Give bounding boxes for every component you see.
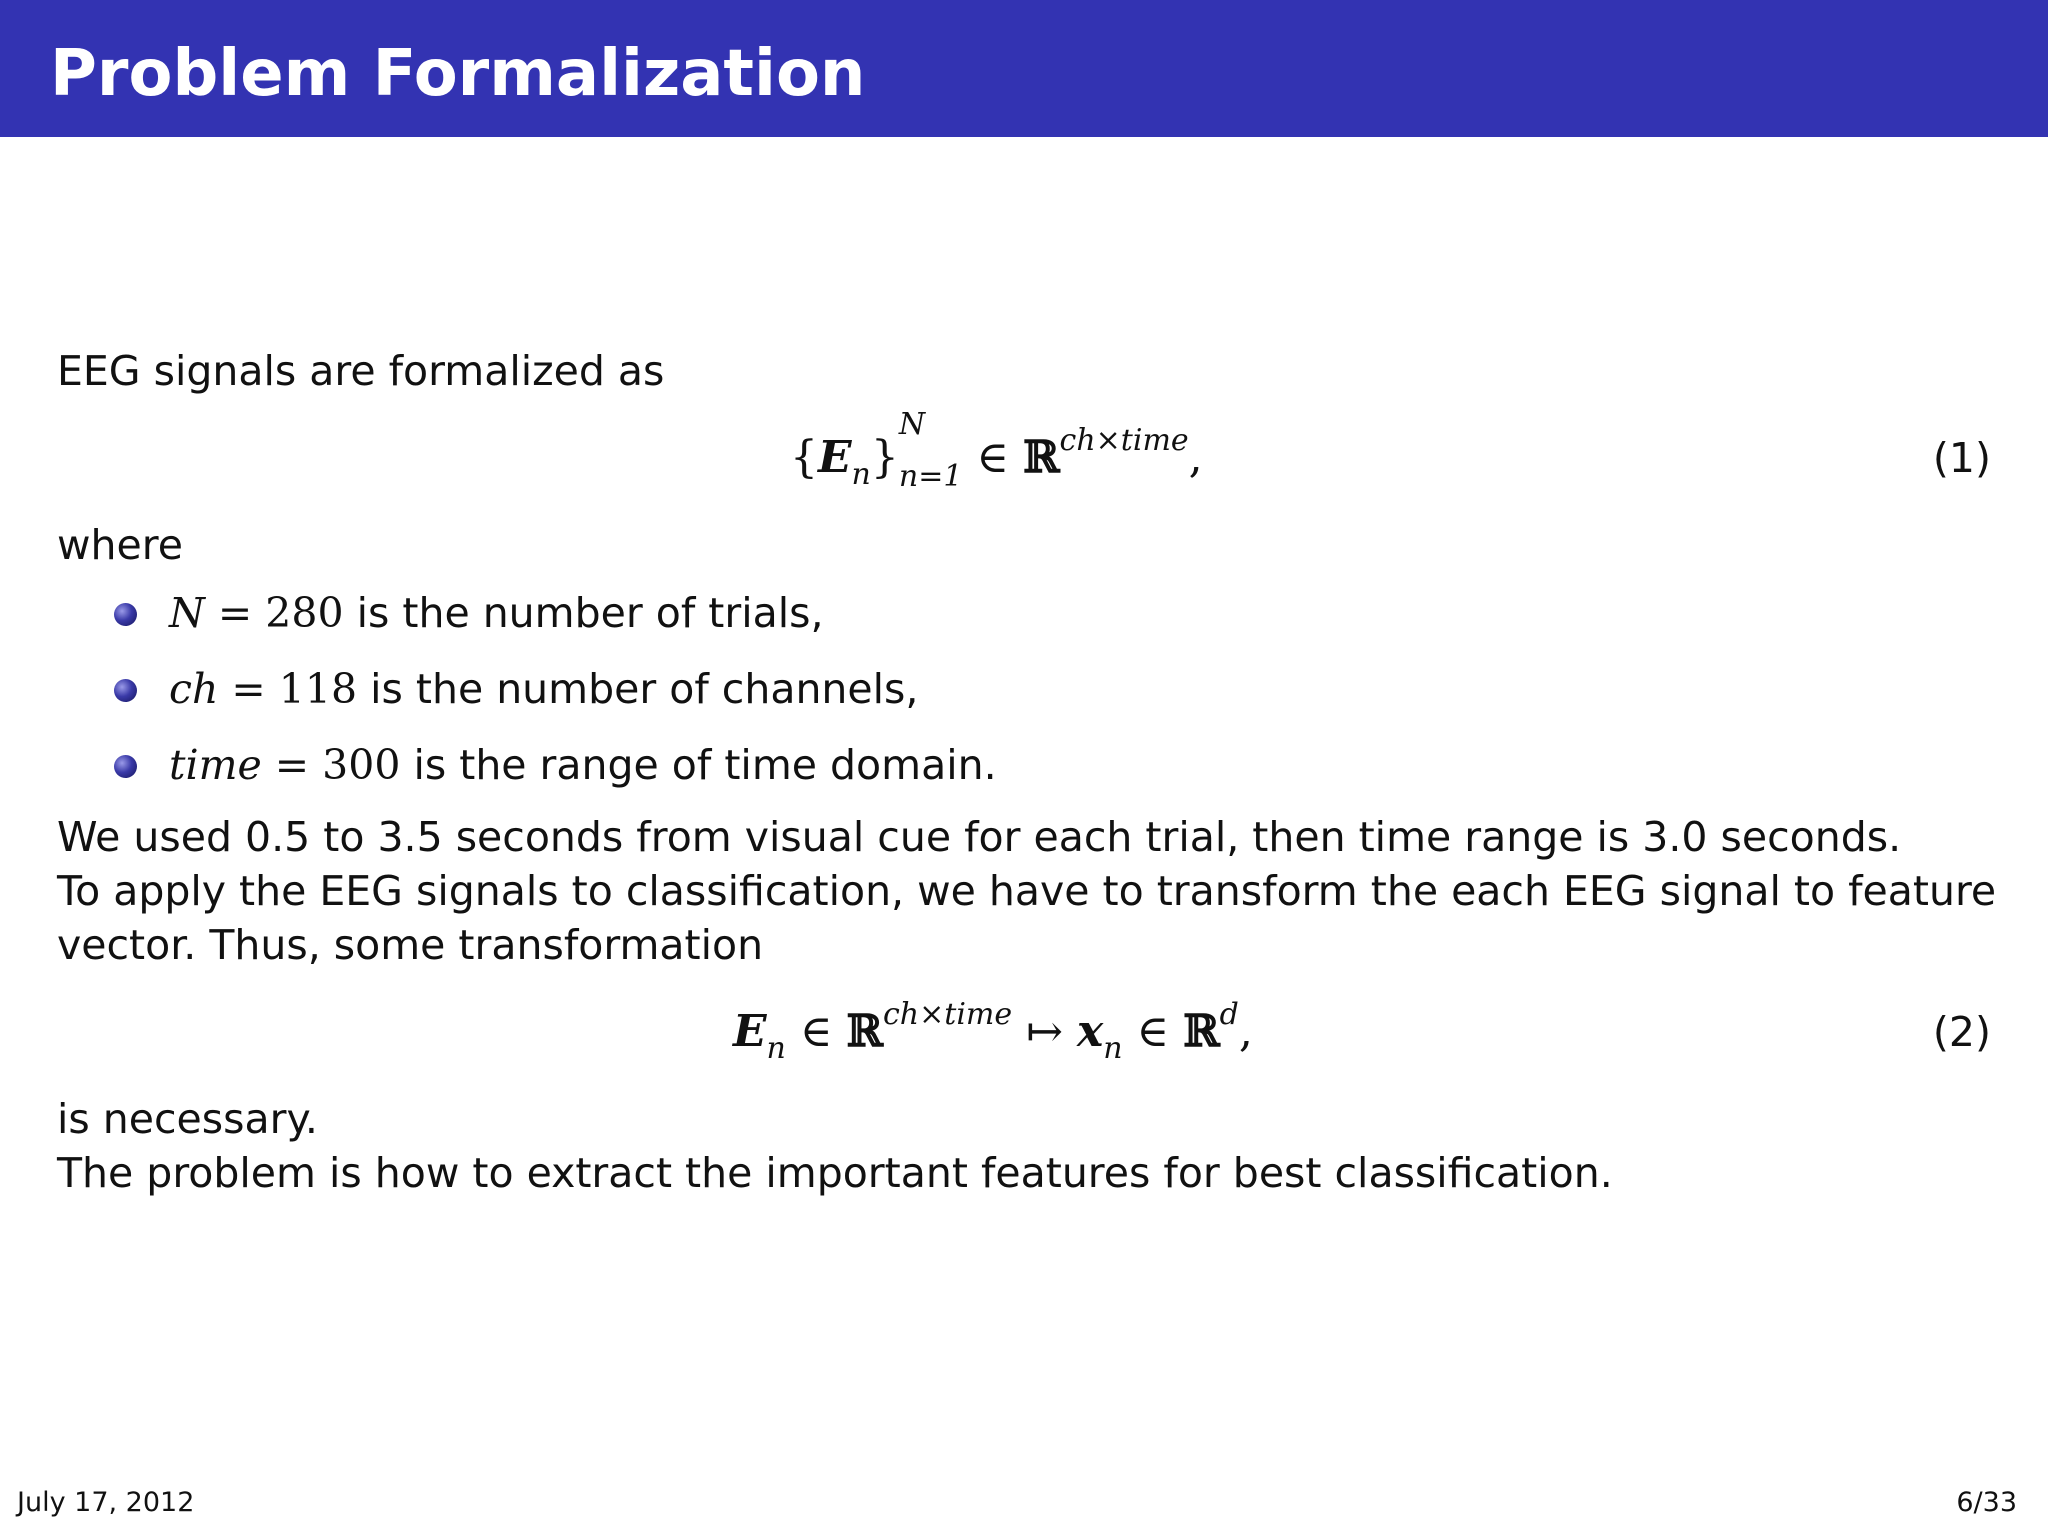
paragraph-transform-line2: vector. Thus, some transformation <box>57 921 764 969</box>
eq1-comma: , <box>1188 432 1203 483</box>
bullet-num: 280 <box>265 589 344 637</box>
bullet-op: = <box>218 665 279 713</box>
bullet-ball-icon <box>114 755 137 778</box>
eq2-exp1: ch×time <box>883 997 1013 1032</box>
equation-1-number: (1) <box>1932 434 1991 482</box>
equation-2 <box>733 997 1253 1066</box>
bullet-var: time <box>169 741 262 789</box>
eq1-limits <box>898 407 963 494</box>
bullet-item <box>57 738 997 814</box>
eq2-in2: ∈ <box>1122 1006 1184 1057</box>
eq2-n1: n <box>766 1031 786 1066</box>
intro-text: EEG signals are formalized as <box>57 347 665 395</box>
eq1-R: ℝ <box>1022 432 1060 483</box>
bullet-text: is the range of time domain. <box>400 741 997 789</box>
eq1-exp: ch×time <box>1059 423 1189 458</box>
bullet-ball-icon <box>114 603 137 626</box>
equation-1 <box>790 407 1203 494</box>
bullet-list <box>57 586 997 814</box>
eq2-comma: , <box>1238 1006 1253 1057</box>
problem-text: The problem is how to extract the important features for best classification. <box>57 1149 1613 1197</box>
title-bar <box>0 0 2048 137</box>
eq1-n: n <box>851 457 871 492</box>
eq2-R2: ℝ <box>1183 1006 1220 1057</box>
bullet-item <box>57 662 997 738</box>
footer-page-number: 6/33 <box>1956 1487 2017 1518</box>
eq2-in1: ∈ <box>785 1006 847 1057</box>
bullet-var: N <box>169 589 205 637</box>
bullet-op: = <box>204 589 266 637</box>
bullet-text: is the number of channels, <box>357 665 919 713</box>
bullet-op: = <box>261 741 323 789</box>
where-text: where <box>57 521 183 569</box>
paragraph-transform-line1: To apply the EEG signals to classification, we have to transform the each EEG signal to feature <box>57 867 1997 915</box>
eq2-exp2: d <box>1219 997 1239 1032</box>
eq2-x: x <box>1076 1006 1104 1057</box>
footer-date: July 17, 2012 <box>17 1487 195 1518</box>
eq1-in: ∈ <box>962 432 1023 483</box>
eq1-open-brace: { <box>790 432 818 483</box>
bullet-text: is the number of trials, <box>343 589 824 637</box>
necessary-text: is necessary. <box>57 1095 318 1143</box>
paragraph-time-range: We used 0.5 to 3.5 seconds from visual cue for each trial, then time range is 3.0 seconds. <box>57 813 1902 861</box>
bullet-var: ch <box>169 665 219 713</box>
eq2-R1: ℝ <box>846 1006 883 1057</box>
slide-title: Problem Formalization <box>50 37 866 111</box>
eq2-n2: n <box>1103 1031 1123 1066</box>
eq1-close-brace: } <box>870 432 899 483</box>
eq2-E: E <box>733 1006 767 1057</box>
eq2-mapsto: ↦ <box>1012 1006 1077 1057</box>
eq1-lower: n=1 <box>898 459 963 494</box>
bullet-num: 118 <box>278 665 358 713</box>
bullet-item <box>57 586 997 662</box>
bullet-ball-icon <box>114 679 137 702</box>
bullet-num: 300 <box>322 741 401 789</box>
equation-2-number: (2) <box>1932 1008 1991 1056</box>
eq1-E: E <box>818 432 852 483</box>
eq1-upper: N <box>898 407 926 442</box>
